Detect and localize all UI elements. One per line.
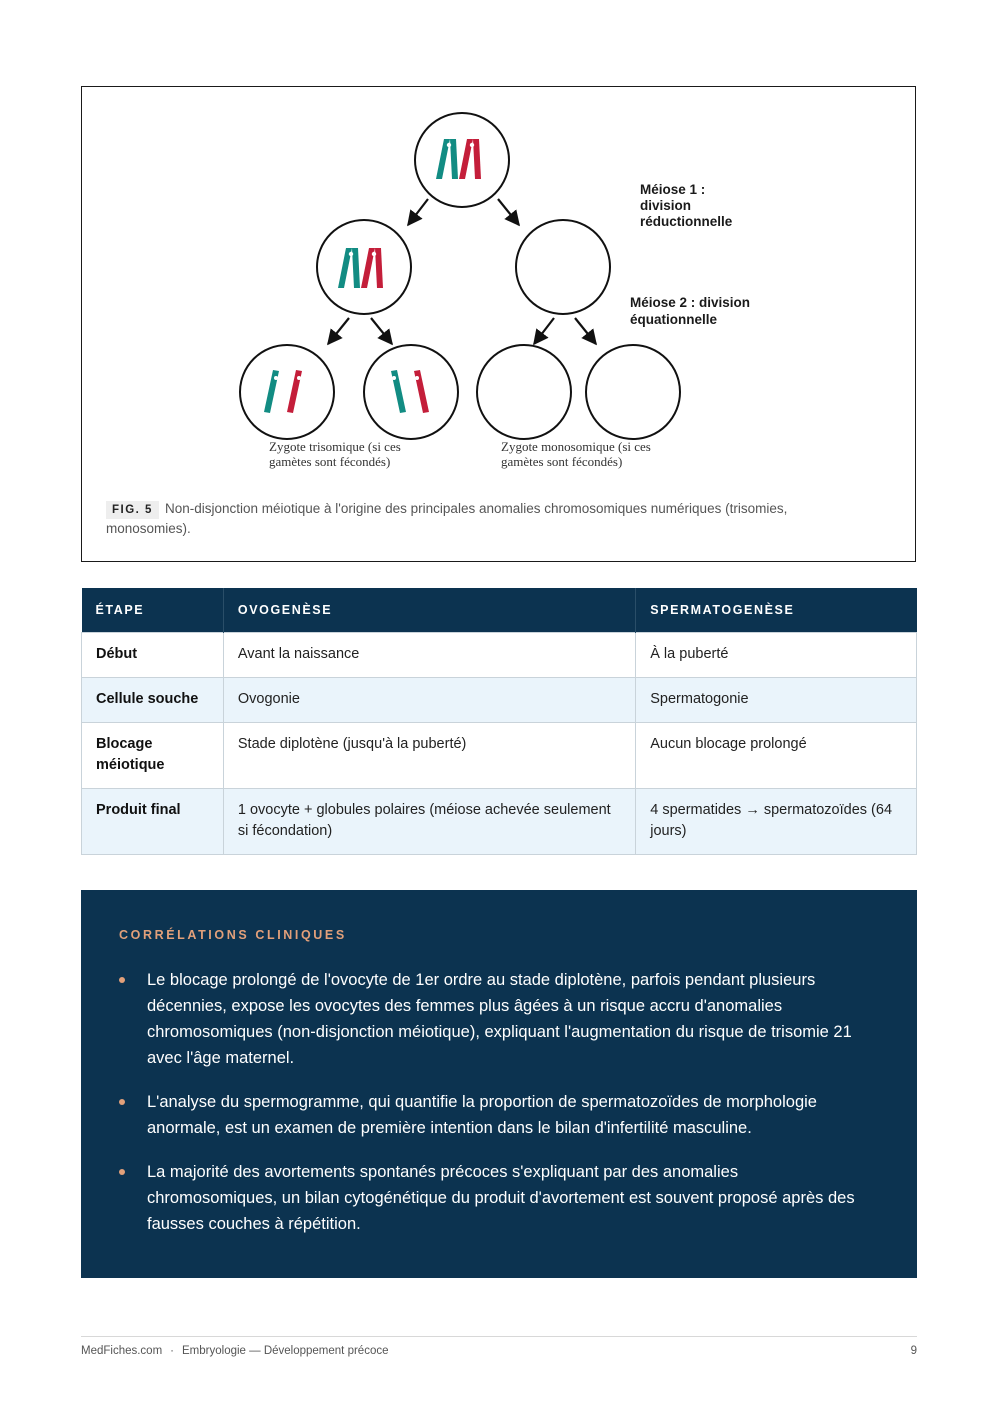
spermatogenesis-cell: Aucun blocage prolongé <box>636 723 917 789</box>
cell-meiosis1-left <box>317 220 411 314</box>
monosomic-zygote-label: Zygote monosomique (si ces gamètes sont fécondés) <box>501 439 651 469</box>
list-item-text: La majorité des avortements spontanés précoces s'expliquant par des anomalies chromosomiques, un bilan cytogénétique du produit d'avortement est souvent proposé après des fausses couches à répétition. <box>147 1163 855 1233</box>
stage-cell: Produit final <box>82 789 224 855</box>
table-row <box>82 723 917 789</box>
meiosis2-label: Méiose 2 : division équationnelle <box>630 295 751 327</box>
header-spermatogenesis: SPERMATOGENÈSE <box>636 588 917 633</box>
table-row <box>82 678 917 723</box>
gamete-2 <box>364 345 458 439</box>
stage-cell: Cellule souche <box>82 678 224 723</box>
bullet-dot-icon <box>119 1169 125 1175</box>
stage-cell: Blocage méiotique <box>82 723 224 789</box>
arrow-down-left <box>328 318 349 344</box>
clinical-correlations-title: CORRÉLATIONS CLINIQUES <box>119 928 347 942</box>
oogenesis-cell: Ovogonie <box>223 678 635 723</box>
list-item <box>119 967 867 1071</box>
list-item <box>119 1159 867 1237</box>
footer-site: MedFiches.com <box>81 1345 163 1357</box>
clinical-list <box>119 967 867 1237</box>
table-row <box>82 633 917 678</box>
parent-cell <box>415 113 509 207</box>
oogenesis-cell: Avant la naissance <box>223 633 635 678</box>
trisomic-zygote-label: Zygote trisomique (si ces gamètes sont fécondés) <box>269 439 401 469</box>
stage-cell: Début <box>82 633 224 678</box>
table-row <box>82 789 917 855</box>
gamete-3-empty <box>477 345 571 439</box>
oogenesis-cell: 1 ovocyte + globules polaires (méiose achevée seulement si fécondation) <box>223 789 635 855</box>
spermatogenesis-cell: À la puberté <box>636 633 917 678</box>
spermatogenesis-cell: 4 spermatides → spermatozoïdes (64 jours) <box>636 789 917 855</box>
page-number: 9 <box>910 1345 917 1357</box>
page-footer <box>81 1345 917 1357</box>
clinical-correlations-box <box>81 890 917 1278</box>
meiosis1-label: Méiose 1 : division réductionnelle <box>640 182 733 229</box>
header-oogenesis: OVOGENÈSE <box>223 588 635 633</box>
figure-tag: FIG. 5 <box>106 501 159 519</box>
figure-caption-text: Non-disjonction méiotique à l'origine des principales anomalies chromosomiques numériques (trisomies, monosomies). <box>106 501 788 536</box>
arrow-down-left <box>534 318 554 344</box>
arrow-down-right <box>498 199 519 225</box>
oogenesis-cell: Stade diplotène (jusqu'à la puberté) <box>223 723 635 789</box>
footer-divider <box>81 1336 917 1337</box>
gamete-1 <box>240 345 334 439</box>
bullet-dot-icon <box>119 1099 125 1105</box>
footer-section: Embryologie — Développement précoce <box>182 1345 389 1357</box>
spermatogenesis-cell: Spermatogonie <box>636 678 917 723</box>
arrow-down-right <box>575 318 596 344</box>
arrow-down-left <box>408 199 428 225</box>
nondisjunction-diagram <box>82 87 915 487</box>
table-header-row <box>82 588 917 633</box>
gamete-4-empty <box>586 345 680 439</box>
arrow-down-right <box>371 318 392 344</box>
list-item <box>119 1089 867 1141</box>
header-stage: ÉTAPE <box>82 588 224 633</box>
comparison-table <box>81 588 917 855</box>
list-item-text: Le blocage prolongé de l'ovocyte de 1er ordre au stade diplotène, parfois pendant plusieurs décennies, expose les ovocytes des femmes plus âgées à un risque accru d'anomalies chromosomiques (non-disjonction méiotique), expliquant l'augmentation du risque de trisomie 21 avec l'âge maternel. <box>147 971 852 1067</box>
figure-caption <box>106 499 826 539</box>
list-item-text: L'analyse du spermogramme, qui quantifie la proportion de spermatozoïdes de morphologie anormale, est un examen de première intention dans le bilan d'infertilité masculine. <box>147 1093 817 1137</box>
cell-meiosis1-right-empty <box>516 220 610 314</box>
figure-box <box>81 86 916 562</box>
footer-separator: · <box>170 1345 175 1357</box>
bullet-dot-icon <box>119 977 125 983</box>
